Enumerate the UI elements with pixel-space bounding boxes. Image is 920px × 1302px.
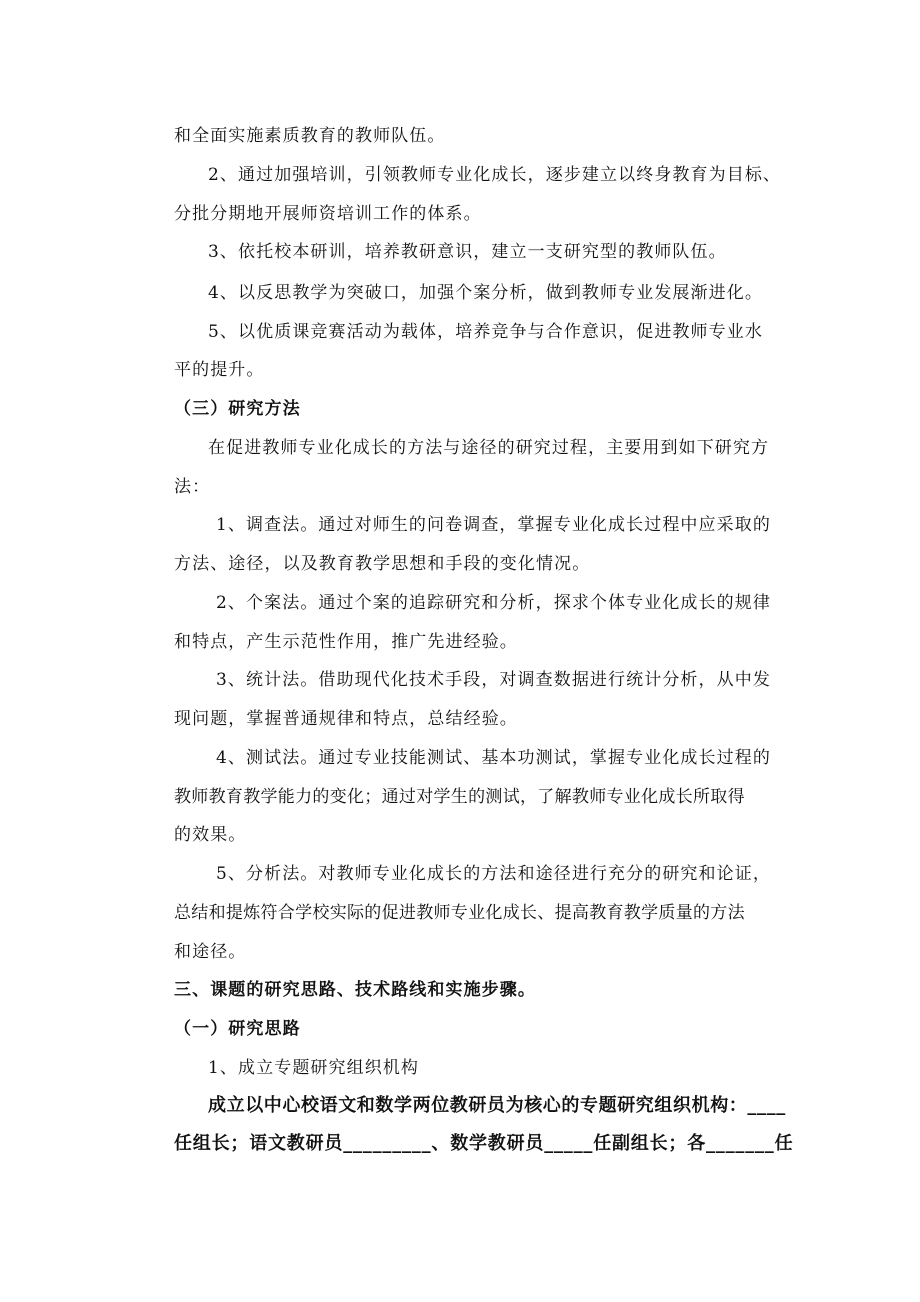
text-line: 分批分期地开展师资培训工作的体系。 [174, 204, 482, 224]
text-line: 总结和提炼符合学校实际的促进教师专业化成长、提高教育教学质量的方法 [174, 903, 745, 923]
text-line: 1、调查法。通过对师生的问卷调查，掌握专业化成长过程中应采取的 [216, 515, 771, 535]
text-line: 在促进教师专业化成长的方法与途径的研究过程，主要用到如下研究方 [208, 438, 770, 458]
text-line: 现问题，掌握普通规律和特点，总结经验。 [174, 709, 518, 729]
text-line: 3、依托校本研训，培养教研意识，建立一支研究型的教师队伍。 [208, 242, 727, 262]
text-line: 2、通过加强培训，引领教师专业化成长，逐步建立以终身教育为目标、 [208, 165, 782, 185]
text-line: 方法、途径，以及教育教学思想和手段的变化情况。 [174, 554, 591, 574]
text-line: 1、成立专题研究组织机构 [208, 1058, 420, 1078]
text-line: 4、以反思教学为突破口，加强个案分析，做到教师专业发展渐进化。 [208, 283, 763, 303]
text-line: 教师教育教学能力的变化；通过对学生的测试，了解教师专业化成长所取得 [174, 787, 745, 807]
text-line: 5、以优质课竞赛活动为载体，培养竞争与合作意识，促进教师专业水 [208, 322, 763, 342]
text-line: 的效果。 [174, 825, 247, 845]
section-heading: （一）研究思路 [174, 1019, 301, 1039]
section-heading: 三、课题的研究思路、技术路线和实施步骤。 [174, 980, 536, 1000]
text-line: 和特点，产生示范性作用，推广先进经验。 [174, 632, 518, 652]
text-line: 4、测试法。通过专业技能测试、基本功测试，掌握专业化成长过程的 [216, 748, 771, 768]
text-line: 5、分析法。对教师专业化成长的方法和途径进行充分的研究和论证， [216, 864, 771, 884]
text-line: 2、个案法。通过个案的追踪研究和分析，探求个体专业化成长的规律 [216, 593, 771, 613]
section-heading: （三）研究方法 [174, 399, 301, 419]
text-line: 和途径。 [174, 942, 247, 962]
text-line: 成立以中心校语文和数学两位教研员为核心的专题研究组织机构：____ [208, 1095, 786, 1116]
text-line: 平的提升。 [174, 360, 265, 380]
text-line: 法： [174, 477, 211, 497]
text-line: 和全面实施素质教育的教师队伍。 [174, 126, 446, 146]
text-line: 任组长；语文教研员_________、数学教研员_____任副组长；各_______任 [174, 1133, 794, 1154]
text-line: 3、统计法。借助现代化技术手段，对调查数据进行统计分析，从中发 [216, 670, 771, 690]
